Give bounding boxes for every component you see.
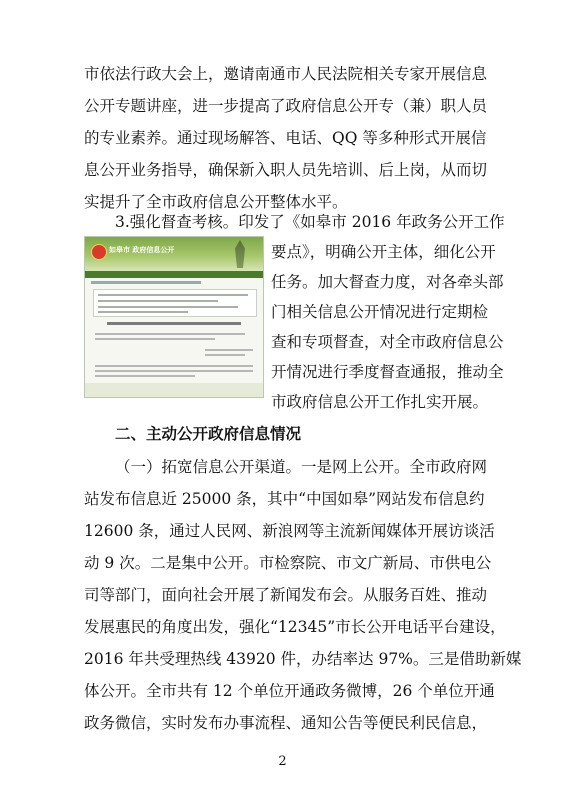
subsection-line: 政务微信，实时发布办事流程、通知公告等便民利民信息， [84,714,488,732]
subsection-line: （一）拓宽信息公开渠道。一是网上公开。全市政府网 [115,458,488,476]
item-3-line: 3.强化督查考核。印发了《如皋市 2016 年政务公开工作 [115,213,505,231]
subsection-line: 发展惠民的角度出发，强化“12345”市长公开电话平台建设， [84,618,506,636]
website-breadcrumb [91,281,201,284]
paragraph-line: 市依法行政大会上，邀请南通市人民法院相关专家开展信息 [84,65,488,83]
subsection-line: 站发布信息近 25000 条，其中“中国如皋”网站发布信息约 [84,490,485,508]
subsection-line: 2016 年共受理热线 43920 件，办结率达 97%。三是借助新媒 [84,650,522,668]
paragraph-line: 的专业素养。通过现场解答、电话、QQ 等多种形式开展信 [84,129,487,147]
item-3-line: 查和专项督查，对全市政府信息公 [271,333,504,351]
website-document-title [107,322,241,325]
subsection-line: 司等部门，面向社会开展了新闻发布会。从服务百姓、推动 [84,586,488,604]
page-number: 2 [278,754,287,769]
website-info-table [93,289,257,317]
item-3-line: 门相关信息公开情况进行定期检 [271,303,489,321]
website-screenshot-image [84,236,264,398]
paragraph-line: 息公开业务指导，确保新入职人员先培训、后上岗，从而切 [84,161,488,179]
subsection-line: 12600 条，通过人民网、新浪网等主流新闻媒体开展访谈活 [84,522,495,540]
item-3-line: 市政府信息公开工作扎实开展。 [271,393,489,411]
subsection-line: 动 9 次。二是集中公开。市检察院、市文广新局、市供电公 [84,554,492,572]
national-emblem-icon [91,244,107,260]
item-3-line: 开情况进行季度督查通报，推动全 [271,363,504,381]
paragraph-line: 公开专题讲座，进一步提高了政府信息公开专（兼）职人员 [84,97,488,115]
paragraph-line: 实提升了全市政府信息公开整体水平。 [84,193,348,211]
item-3-line: 要点》，明确公开主体，细化公开 [271,243,496,261]
website-nav-bar [85,271,263,278]
website-footer [85,383,263,397]
subsection-line: 体公开。全市共有 12 个单位开通政务微博，26 个单位开通 [84,682,495,700]
item-3-line: 任务。加大督查力度，对各牵头部 [271,273,504,291]
website-title: 如皋市 政府信息公开 [109,246,175,254]
section-heading: 二、主动公开政府信息情况 [115,425,302,443]
